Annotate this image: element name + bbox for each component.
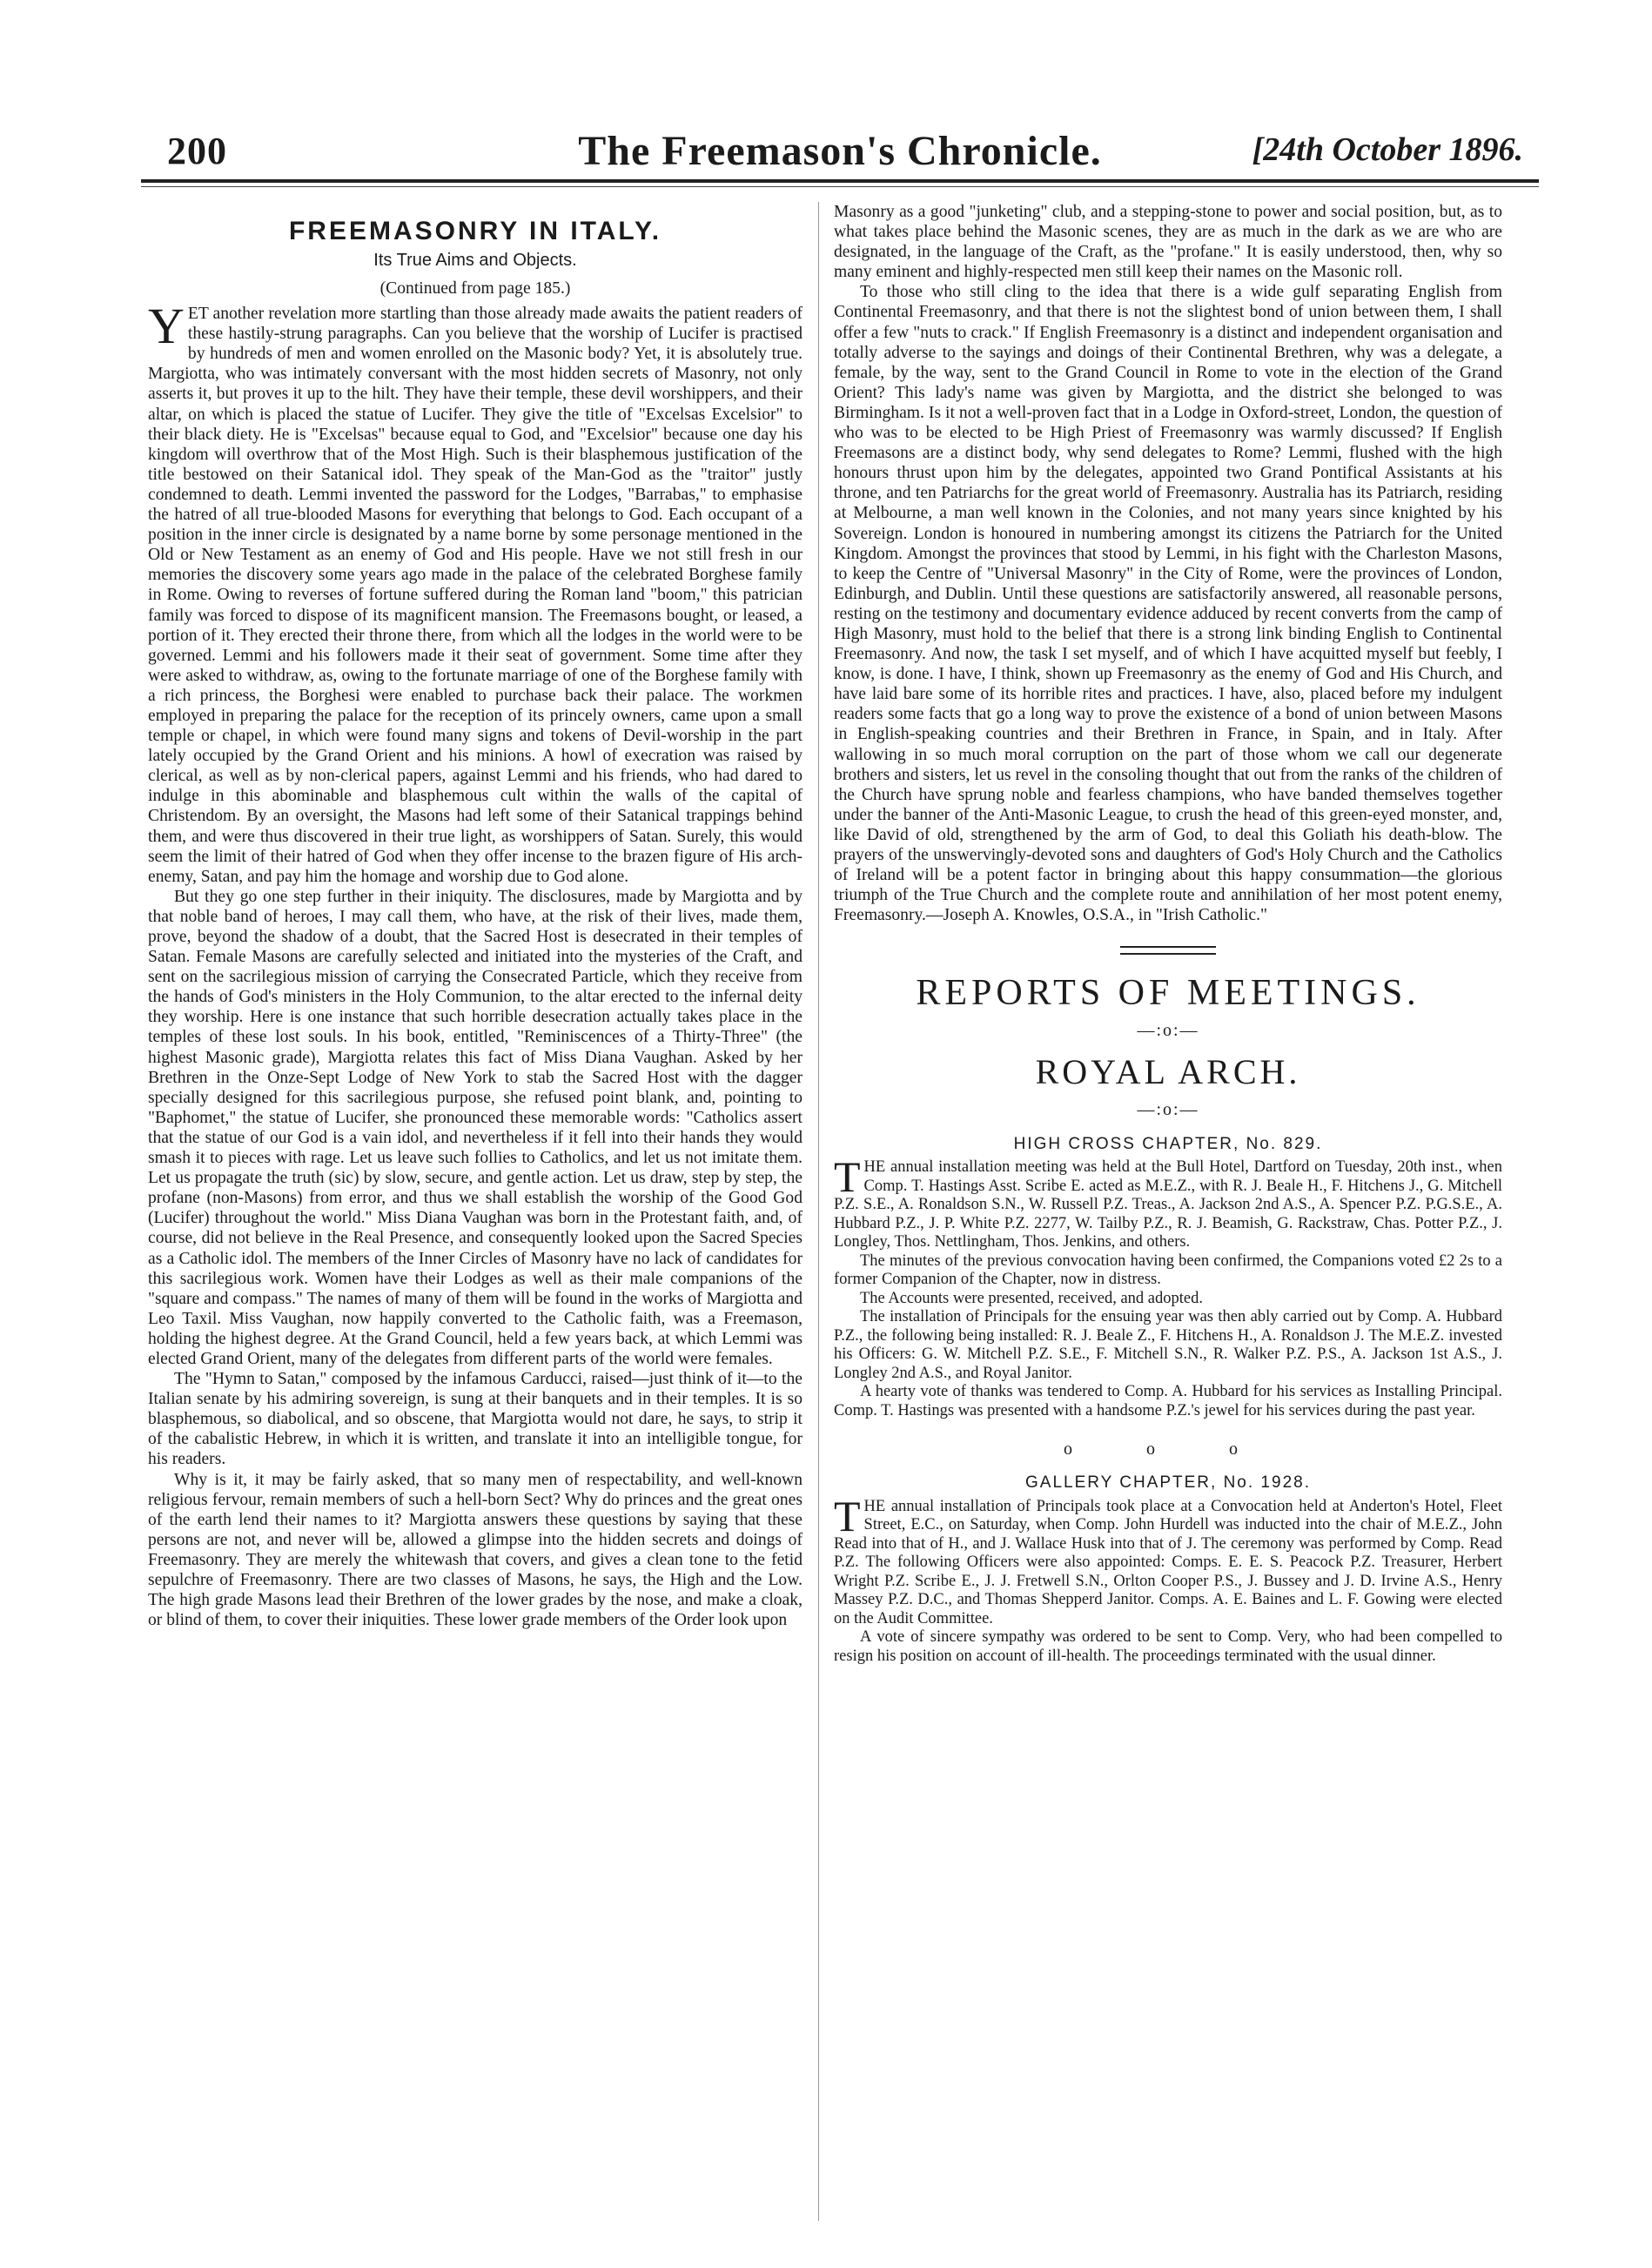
report-paragraph: THE annual installation of Principals took place at a Convocation held at Anderton's Hotel, Fleet Street, E.C., on Saturday, when Comp. John Hurdell was inducted into the chair of M.E.Z., John Read into that of H., and J. Wallace Husk into that of J. The ceremony was performed by Comp. Read P.Z. The following Officers were also appointed: Comps. E. E. S. Peacock P.Z. Treasurer, Herbert Wright P.Z. Scribe E., J. J. Fretwell S.N., Orlton Cooper P.S., J. Bussey and J. D. Irvine A.S., Henry Massey P.Z. D.C., and Thomas Shepperd Janitor. Comps. A. E. Baines and L. F. Gowing were elected on the Audit Committee. — [834, 1491, 1502, 1627]
report-paragraph: A hearty vote of thanks was tendered to Comp. A. Hubbard for his services as Installing Principal. Comp. T. Hastings was presented with a handsome P.Z.'s jewel for his services during the past year. — [834, 1383, 1502, 1419]
drop-cap: Y — [148, 298, 185, 355]
subsection-heading: ROYAL ARCH. — [1035, 1052, 1301, 1092]
masthead-rule — [141, 179, 1539, 183]
article-paragraph: To those who still cling to the idea that there is a wide gulf separating English from Continental Freemasonry, and that there is not the slightest bond of union between them, I shall offer a few "nuts to crack." If English Freemasonry is a distinct and independent organisation and totally adverse to the sayings and doings of their Continental Brethren, why was a delegate, a female, by the way, sent to the Grand Council in Rome to vote in the election of the Grand Orient? This lady's name was given by Margiotta, and the district she belonged to was Birmingham. Is it not a well-proven fact that in a Lodge in Oxford-street, London, the question of who was to be elected to be High Priest of Freemasonry was warmly discussed? If English Freemasons are a distinct body, why send delegates to Rome? Lemmi, flushed with the high honours thrust upon him by the delegates, appointed two Grand Pontifical Assistants at his throne, and ten Patriarchs for the great world of Freemasonry. Australia has its Patriarch, residing at Melbourne, a man well known in the Colonies, and not many years since knighted by his Sovereign. London is honoured in numbering amongst its citizens the Patriarch for the United Kingdom. Amongst the provinces that stood by Lemmi, in his fight with the Charleston Masons, to keep the Centre of "Universal Masonry" in the City of Rome, were the provinces of London, Edinburgh, and Dublin. Until these questions are satisfactorily answered, all reasonable persons, resting on the testimony and documentary evidence adduced by recent converts from the camp of High Masonry, must hold to the belief that there is a strong link binding English to Continental Freemasonry. And now, the task I set myself, and of which I have acquitted myself but feebly, I know, is done. I have, I think, shown up Freemasonry as the enemy of God and His Church, and have laid bare some of its horrible rites and practices. I have, also, placed before my indulgent readers some facts that go a long way to prove the existence of a bond of union between Masons in English-speaking countries and their Brethren in France, in Spain, and in Italy. After wallowing in so much moral corruption on the part of those whom we call our degenerate brothers and sisters, let us revel in the consoling thought that out from the ranks of the children of the Church have sprung noble and fearless champions, who have banded themselves together under the banner of the Anti-Masonic League, to crush the head of this green-eyed monster, and, like David of old, strengthened by the arm of God, to deal this Goliath his death-blow. The prayers of the unswervingly-devoted sons and daughters of God's Holy Church and the Catholics of Ireland will be a potent factor in bringing about this happy consummation—the glorious triumph of the True Church and the complete route and annihilation of her most potent enemy, Freemasonry.—Joseph A. Knowles, O.S.A., in "Irish Catholic." — [834, 283, 1502, 925]
page-number: 200 — [167, 130, 227, 172]
article-title: FREEMASONRY IN ITALY. — [288, 217, 662, 245]
masthead-rule-thin — [141, 186, 1539, 187]
article-paragraph: Why is it, it may be fairly asked, that so many men of respectability, and well-known religious fervour, remain members of such a hell-born Sect? Why do princes and the great ones of the earth lend their names to it? Margiotta answers these questions by saying that these persons are not, and never will be, allowed a glimpse into the hidden secrets and doings of Freemasonry. They are merely the whitewash that covers, and gives a clean tone to the fetid sepulchre of Freemasonry. There are two classes of Masons, he says, the High and the Low. The high grade Masons lead their Brethren of the lower grades by the nose, and make a cloak, or blind of them, to cover their iniquities. These lower grade members of the Order look upon — [148, 1470, 802, 1630]
drop-cap: T — [834, 1491, 861, 1540]
publication-title: The Freemason's Chronicle. — [578, 128, 1102, 174]
report-paragraph: A vote of sincere sympathy was ordered to be sent to Comp. Very, who had been compelled to resign his position on account of ill-health. The proceedings terminated with the usual dinner. — [834, 1628, 1502, 1665]
report-paragraph: The Accounts were presented, received, and adopted. — [860, 1289, 1203, 1307]
issue-date: [24th October 1896. — [1252, 131, 1523, 168]
report-high-cross — [834, 1135, 1502, 1421]
column-divider — [818, 202, 819, 2221]
report-paragraph: THE annual installation meeting was held at the Bull Hotel, Dartford on Tuesday, 20th inst., when Comp. T. Hastings Asst. Scribe E. acted as M.E.Z., with R. J. Beale H., F. Hitchens J., G. Mitchell P.Z. S.E., A. Ronaldson S.N., W. Russell P.Z. Treas., A. Jackson 2nd A.S., A. Spencer P.Z. P.G.S.E., A. Hubbard P.Z., J. P. White P.Z. 2277, W. Tailby P.Z., R. J. Beamish, G. Rackstraw, Chas. Potter P.Z., J. Longley, Thos. Nettlingham, Thos. Jenkins, and others. — [834, 1152, 1502, 1251]
drop-cap: T — [834, 1152, 861, 1202]
ornament: —:o:— — [1137, 1021, 1199, 1041]
masthead — [141, 122, 1539, 176]
ornament-separator: o o o — [1064, 1439, 1273, 1459]
ornament: —:o:— — [1137, 1100, 1199, 1120]
section-divider — [1120, 946, 1216, 955]
report-title: GALLERY CHAPTER, No. 1928. — [1025, 1473, 1311, 1493]
article-paragraph: YET another revelation more startling than those already made awaits the patient readers of these hastily-strung paragraphs. Can you believe that the worship of Lucifer is practised by hundreds of men and women enrolled on the Masonic body? Yet, it is absolutely true. Margiotta, who was intimately conversant with the most hidden secrets of Masonry, not only asserts it, but proves it up to the hilt. They have their temple, these devil worshippers, and their altar, on which is placed the statue of Lucifer. They give the title of "Excelsas Excelsior" to their black diety. He is "Excelsas" because equal to God, and "Excelsior" because one day his kingdom will overthrow that of the Most High. Such is their blasphemous justification of the title bestowed on their Satanical idol. They speak of the Man-God as the "traitor" justly condemned to death. Lemmi invented the password for the Lodges, "Barrabas," to emphasise the hatred of all true-blooded Masons for everything that belongs to God. Each occupant of a position in the inner circle is designated by a name borne by some personage mentioned in the Old or New Testament as an enemy of God and His people. Have we not still fresh in our memories the discovery some years ago made in the palace of the celebrated Borghese family in Rome. Owing to reverses of fortune suffered during the Roman land "boom," this patrician family was forced to dispose of its magnificent mansion. The Freemasons bought, or leased, a portion of it. They erected their throne there, from which all the lodges in the world were to be governed. Lemmi and his followers made it their seat of government. Some time after they were asked to withdraw, as, owing to the fortunate marriage of one of the Borghese family with a rich princess, the Borghesi were enabled to purchase back their palace. The workmen employed in preparing the palace for the reception of its princely owners, came upon a small temple or chapel, in which were found many signs and tokens of Devil-worship in the part lately occupied by the Grand Orient and his minions. A howl of execration was raised by clerical, as well as by non-clerical papers, against Lemmi and his friends, who had dared to indulge in this abominable and blasphemous cult within the walls of the capital of Christendom. By an oversight, the Masons had left some of their Satanical trappings behind them, and were thus discovered in their true light, as worshippers of Satan. Surely, this would seem the limit of their hatred of God when they offer incense to the brazen figure of His arch-enemy, Satan, and pay him the homage and worship due to God alone. — [148, 298, 802, 886]
report-paragraph: The minutes of the previous convocation having been confirmed, the Companions voted £2 2s to a former Companion of the Chapter, now in distress. — [834, 1251, 1502, 1289]
report-title: HIGH CROSS CHAPTER, No. 829. — [1013, 1134, 1323, 1153]
article-paragraph: The "Hymn to Satan," composed by the infamous Carducci, raised—just think of it—to the Italian senate by his admiring sovereign, is sung at their banquets and in their temples. It is so blasphemous, so diabolical, and so obscene, that Margiotta would not dare, he says, to strip it of the cabalistic Hebrew, in which it is written, and translate it into an intelligible tongue, for his readers. — [148, 1370, 802, 1469]
report-paragraph: The installation of Principals for the ensuing year was then ably carried out by Comp. A. Hubbard P.Z., the following being installed: R. J. Beale Z., F. Hitchens H., A. Ronaldson J. The M.E.Z. invested his Officers: G. W. Mitchell P.Z. S.E., F. Mitchell S.N., R. Walker P.Z. P.S., A. Jackson 1st A.S., J. Longley 2nd A.S., and Royal Janitor. — [834, 1308, 1502, 1382]
article-paragraph: Masonry as a good "junketing" club, and a stepping-stone to power and social position, but, as to what takes place behind the Masonic scenes, they are as much in the dark as we are who are designated, in the language of the Craft, as the "profane." It is easily understood, then, why so many eminent and highly-respected men still keep their names on the Masonic roll. — [834, 203, 1502, 282]
right-column — [834, 202, 1502, 1666]
article-subtitle: Its True Aims and Objects. — [373, 251, 577, 270]
article-continuation-note: (Continued from page 185.) — [379, 279, 571, 298]
report-gallery — [834, 1473, 1502, 1666]
section-heading: REPORTS OF MEETINGS. — [916, 973, 1420, 1014]
article-paragraph: But they go one step further in their iniquity. The disclosures, made by Margiotta and by that noble band of heroes, I may call them, who have, at the risk of their lives, made them, prove, beyond the shadow of a doubt, that the Sacred Host is desecrated in their temples of Satan. Female Masons are carefully selected and initiated into the mysteries of the Craft, and sent on the sacrilegious mission of carrying the Consecrated Particle, which they receive from the hands of God's ministers in the Holy Communion, to the altar erected to the infernal deity they worship. Here is one instance that such horrible desecration actually takes place in the temples of these lost souls. In his book, entitled, "Reminiscences of a Thirty-Three" (the highest Masonic grade), Margiotta relates this fact of Miss Diana Vaughan. Asked by her Brethren in the Onze-Sept Lodge of New York to stab the Sacred Host with the dagger specially designed for this sacrilegious purpose, she refused point blank, and, pointing to "Baphomet," the statue of Lucifer, she pronounced these memorable words: "Catholics assert that the statue of our God is a vain idol, and nevertheless if it fell into their hands they would smash it to pieces with rage. Let us leave such follies to Catholics, and let us not imitate them. Let us propagate the truth (sic) by slow, secure, and gentle action. Let us draw, step by step, the profane (non-Masons) from error, and thus we shall establish the worship of the Good God (Lucifer) throughout the world." Miss Diana Vaughan was born in the Protestant faith, and, of course, did not believe in the Real Presence, and consequently looked upon the Sacred Species as a Catholic idol. The members of the Inner Circles of Masonry have no lack of candidates for this sacrilegious work. Women have their Lodges as well as their male companions of the "square and compass." The names of many of them will be found in the works of Margiotta and Leo Taxil. Miss Vaughan, now happily converted to the Catholic faith, was a Freemason, holding the highest degree. At the Grand Council, held a few years back, at which Lemmi was elected Grand Orient, many of the delegates from different parts of the world were females. — [148, 887, 802, 1368]
left-column — [148, 202, 802, 1630]
